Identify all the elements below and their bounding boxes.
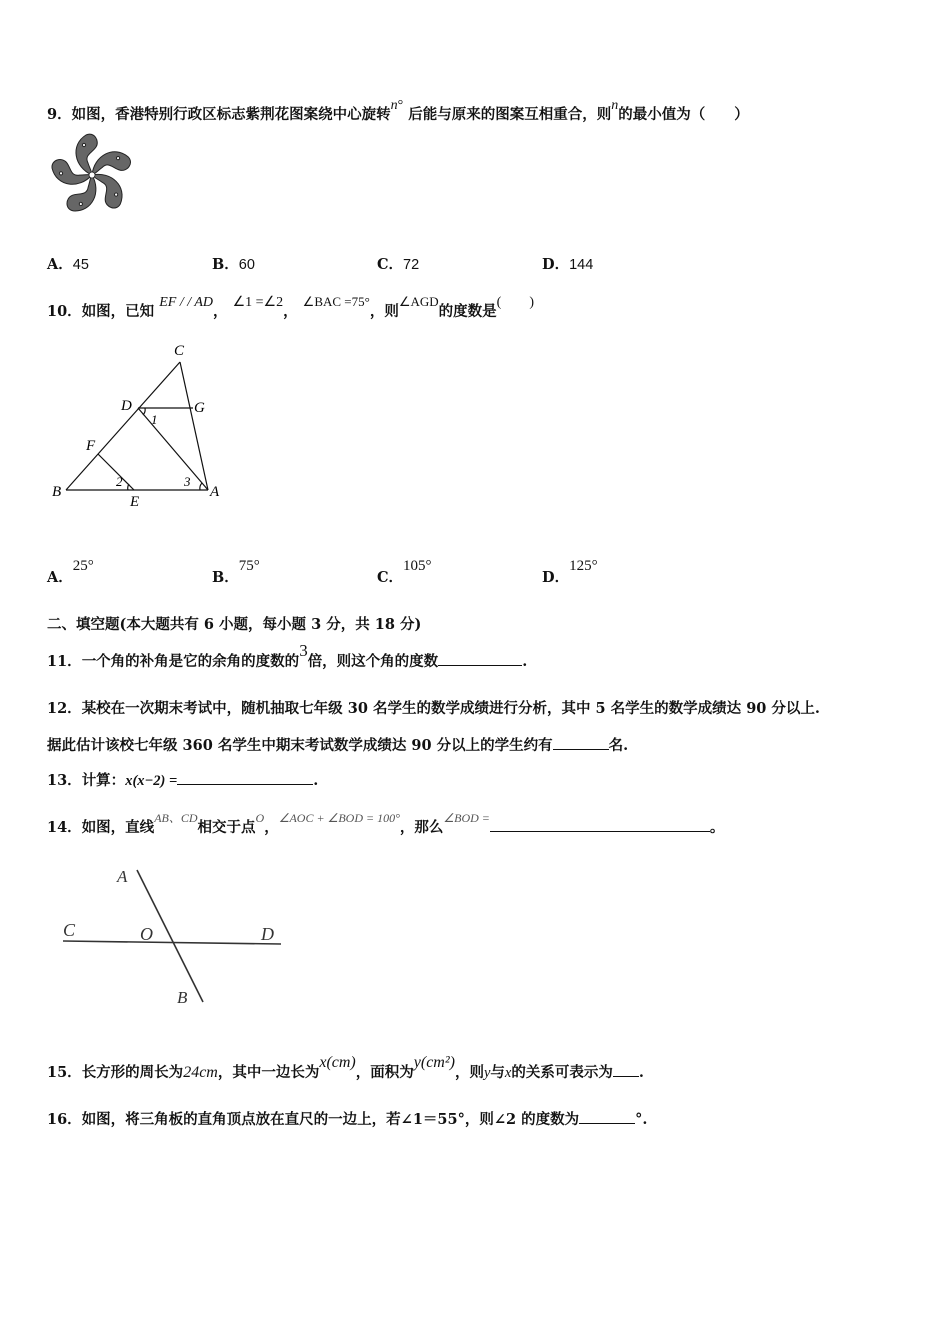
q9-option-c[interactable]: C．72 [377,256,420,273]
q9-option-b[interactable]: B．60 [212,256,255,273]
q10-option-d[interactable]: D．125° [542,558,598,586]
question-10-stem: 10．如图，已知 EF / / AD， ∠1 =∠2， ∠BAC =75°，则∠AGD的度数是( ) [47,294,534,320]
q16-answer-blank[interactable] [579,1109,635,1124]
question-12-line-1: 12．某校在一次期末考试中，随机抽取七年级 30 名学生的数学成绩进行分析，其中 5 名学生的数学成绩达 90 分以上. [47,700,820,717]
question-13: 13．计算：x(x−2) = . [47,772,319,789]
q10-option-a[interactable]: A．25° [47,558,94,586]
svg-text:1: 1 [151,412,158,427]
svg-text:2: 2 [116,474,123,489]
q10-option-c[interactable]: C．105° [377,558,432,586]
bauhinia-flower-figure [46,132,138,218]
intersecting-lines-figure-q14 [55,862,290,1012]
q9-option-d[interactable]: D．144 [542,256,594,273]
triangle-figure-q10 [48,340,228,512]
question-14: 14．如图，直线$^{AB、CD}$相交于点$^O$，$^{\angle AOC + \angle BOD = 100^\circ}$，那么$^{\angle BOD =}$。 [47,811,725,836]
svg-text:B: B [52,484,62,500]
question-12-line-2: 据此估计该校七年级 360 名学生中期末考试数学成绩达 90 分以上的学生约有 名. [47,737,629,754]
q9-option-a[interactable]: A．45 [47,256,89,273]
question-9-stem: 9．如图，香港特别行政区标志紫荆花图案绕中心旋转n° 后能与原来的图案互相重合，则n的最小值为（ ） [47,98,749,123]
svg-text:B: B [177,988,188,1007]
svg-text:A: A [117,867,128,886]
svg-text:D: D [261,924,274,944]
svg-text:O: O [140,924,153,944]
question-11: 11．一个角的补角是它的余角的度数的3倍，则这个角的度数 . [47,641,528,670]
question-16: 16．如图，将三角板的直角顶点放在直尺的一边上，若∠1＝55°，则∠2 的度数为 °. [47,1111,648,1128]
question-15: 15．长方形的周长为24cm，其中一边长为x(cm)，面积为y(cm²)，则y与x的关系可表示为 . [47,1054,644,1081]
q13-answer-blank[interactable] [177,770,313,785]
section-2-heading: 二、填空题(本大题共有 6 小题，每小题 3 分，共 18 分) [47,616,422,633]
svg-text:3: 3 [184,474,191,489]
svg-text:A: A [210,484,220,500]
q11-answer-blank[interactable] [438,651,522,666]
q12-answer-blank[interactable] [553,735,609,750]
q15-answer-blank[interactable] [613,1062,639,1077]
svg-text:E: E [130,494,140,510]
svg-text:F: F [86,438,96,454]
svg-text:C: C [63,920,76,940]
q10-option-b[interactable]: B．75° [212,558,260,586]
svg-text:G: G [194,400,205,416]
svg-text:C: C [174,343,185,359]
svg-text:D: D [121,398,132,414]
q14-answer-blank[interactable] [490,817,710,832]
